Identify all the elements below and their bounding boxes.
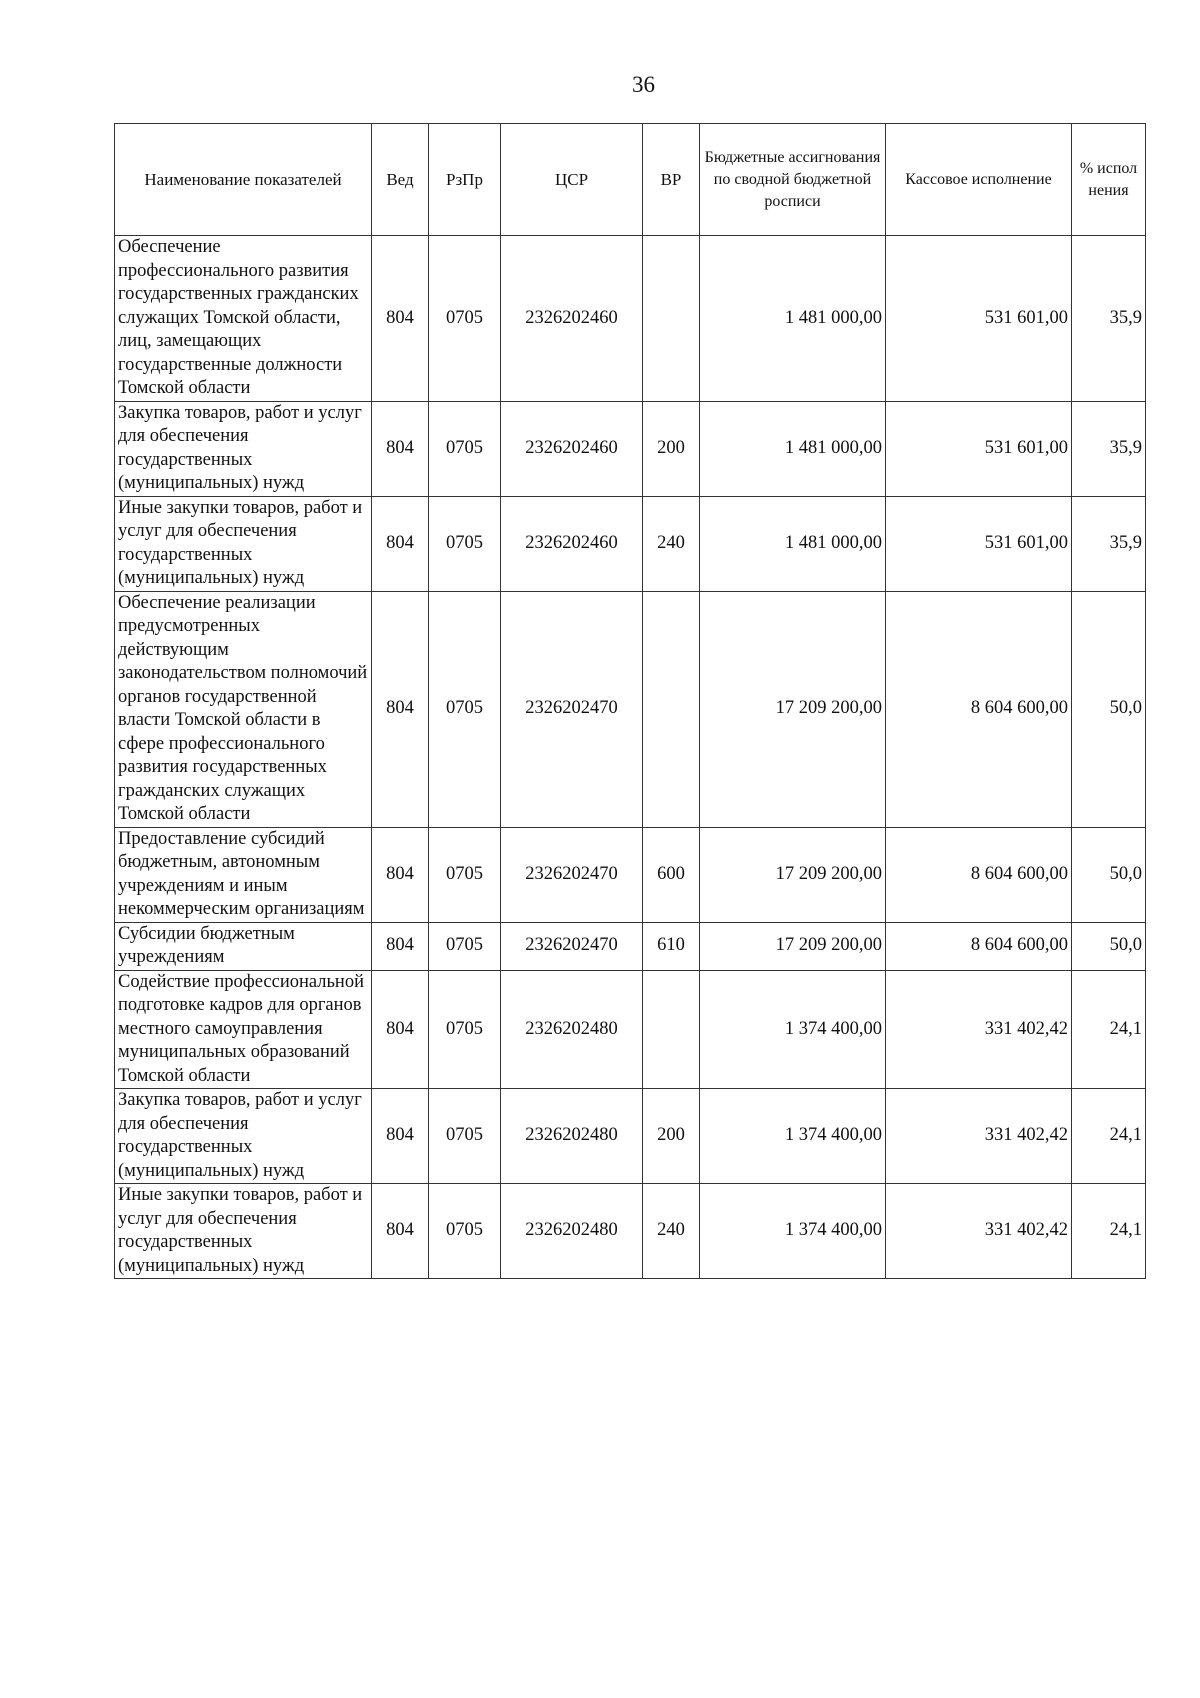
cell-budget: 17 209 200,00 — [700, 591, 886, 827]
cell-name: Закупка товаров, работ и услуг для обеспечения государственных (муниципальных) нужд — [115, 1089, 372, 1184]
header-row — [115, 124, 1146, 236]
table-row — [115, 827, 1146, 922]
cell-rzpr: 0705 — [429, 236, 501, 402]
cell-cash: 331 402,42 — [886, 1184, 1072, 1279]
cell-percent: 35,9 — [1072, 401, 1146, 496]
cell-rzpr: 0705 — [429, 496, 501, 591]
header-budget: Бюджетные ассигнования по сводной бюджетной росписи — [700, 124, 886, 236]
header-vr: ВР — [643, 124, 700, 236]
cell-vr — [643, 970, 700, 1089]
cell-percent: 50,0 — [1072, 827, 1146, 922]
budget-table — [114, 123, 1146, 1279]
cell-percent: 24,1 — [1072, 1184, 1146, 1279]
page-number: 36 — [632, 72, 655, 97]
cell-vr: 200 — [643, 1089, 700, 1184]
cell-rzpr: 0705 — [429, 591, 501, 827]
table-row — [115, 401, 1146, 496]
cell-rzpr: 0705 — [429, 1184, 501, 1279]
cell-budget: 17 209 200,00 — [700, 922, 886, 970]
cell-ved: 804 — [372, 591, 429, 827]
cell-vr: 240 — [643, 496, 700, 591]
cell-csr: 2326202480 — [501, 970, 643, 1089]
cell-csr: 2326202460 — [501, 401, 643, 496]
cell-vr: 200 — [643, 401, 700, 496]
cell-cash: 8 604 600,00 — [886, 922, 1072, 970]
header-ved: Вед — [372, 124, 429, 236]
cell-rzpr: 0705 — [429, 922, 501, 970]
cell-budget: 1 481 000,00 — [700, 496, 886, 591]
cell-rzpr: 0705 — [429, 827, 501, 922]
cell-name: Иные закупки товаров, работ и услуг для обеспечения государственных (муниципальных) нужд — [115, 1184, 372, 1279]
cell-percent: 35,9 — [1072, 496, 1146, 591]
cell-cash: 331 402,42 — [886, 970, 1072, 1089]
cell-ved: 804 — [372, 827, 429, 922]
cell-name: Закупка товаров, работ и услуг для обеспечения государственных (муниципальных) нужд — [115, 401, 372, 496]
cell-ved: 804 — [372, 1089, 429, 1184]
table-row — [115, 1089, 1146, 1184]
cell-cash: 331 402,42 — [886, 1089, 1072, 1184]
table-row — [115, 496, 1146, 591]
cell-ved: 804 — [372, 1184, 429, 1279]
cell-budget: 1 374 400,00 — [700, 1089, 886, 1184]
cell-vr: 610 — [643, 922, 700, 970]
cell-cash: 531 601,00 — [886, 236, 1072, 402]
cell-csr: 2326202470 — [501, 827, 643, 922]
cell-name: Содействие профессиональной подготовке кадров для органов местного самоуправления муниципальных образований Томской области — [115, 970, 372, 1089]
cell-vr — [643, 591, 700, 827]
cell-ved: 804 — [372, 401, 429, 496]
table-row — [115, 591, 1146, 827]
cell-rzpr: 0705 — [429, 401, 501, 496]
cell-cash: 531 601,00 — [886, 401, 1072, 496]
cell-csr: 2326202480 — [501, 1089, 643, 1184]
header-rzpr: РзПр — [429, 124, 501, 236]
cell-csr: 2326202480 — [501, 1184, 643, 1279]
cell-ved: 804 — [372, 236, 429, 402]
cell-csr: 2326202470 — [501, 922, 643, 970]
cell-budget: 1 374 400,00 — [700, 1184, 886, 1279]
cell-csr: 2326202470 — [501, 591, 643, 827]
cell-name: Субсидии бюджетным учреждениям — [115, 922, 372, 970]
cell-vr: 240 — [643, 1184, 700, 1279]
table-row — [115, 1184, 1146, 1279]
cell-csr: 2326202460 — [501, 496, 643, 591]
cell-percent: 50,0 — [1072, 922, 1146, 970]
cell-vr: 600 — [643, 827, 700, 922]
cell-cash: 8 604 600,00 — [886, 827, 1072, 922]
cell-csr: 2326202460 — [501, 236, 643, 402]
cell-cash: 531 601,00 — [886, 496, 1072, 591]
cell-name: Иные закупки товаров, работ и услуг для обеспечения государственных (муниципальных) нужд — [115, 496, 372, 591]
header-name: Наименование показателей — [115, 124, 372, 236]
cell-rzpr: 0705 — [429, 970, 501, 1089]
header-csr: ЦСР — [501, 124, 643, 236]
cell-name: Предоставление субсидий бюджетным, автономным учреждениям и иным некоммерческим организациям — [115, 827, 372, 922]
cell-budget: 1 481 000,00 — [700, 236, 886, 402]
cell-percent: 24,1 — [1072, 970, 1146, 1089]
cell-ved: 804 — [372, 496, 429, 591]
cell-ved: 804 — [372, 970, 429, 1089]
cell-percent: 24,1 — [1072, 1089, 1146, 1184]
cell-vr — [643, 236, 700, 402]
cell-cash: 8 604 600,00 — [886, 591, 1072, 827]
cell-percent: 35,9 — [1072, 236, 1146, 402]
header-cash: Кассовое исполнение — [886, 124, 1072, 236]
cell-name: Обеспечение профессионального развития государственных гражданских служащих Томской области, лиц, замещающих государственные должности Томской области — [115, 236, 372, 402]
cell-budget: 1 481 000,00 — [700, 401, 886, 496]
table-row — [115, 970, 1146, 1089]
cell-name: Обеспечение реализации предусмотренных действующим законодательством полномочий органов государственной власти Томской области в сфере профессионального развития государственных гражданских служащих Томской области — [115, 591, 372, 827]
cell-rzpr: 0705 — [429, 1089, 501, 1184]
table-row — [115, 236, 1146, 402]
table-row — [115, 922, 1146, 970]
header-percent: % испол нения — [1072, 124, 1146, 236]
cell-budget: 17 209 200,00 — [700, 827, 886, 922]
cell-budget: 1 374 400,00 — [700, 970, 886, 1089]
cell-percent: 50,0 — [1072, 591, 1146, 827]
cell-ved: 804 — [372, 922, 429, 970]
